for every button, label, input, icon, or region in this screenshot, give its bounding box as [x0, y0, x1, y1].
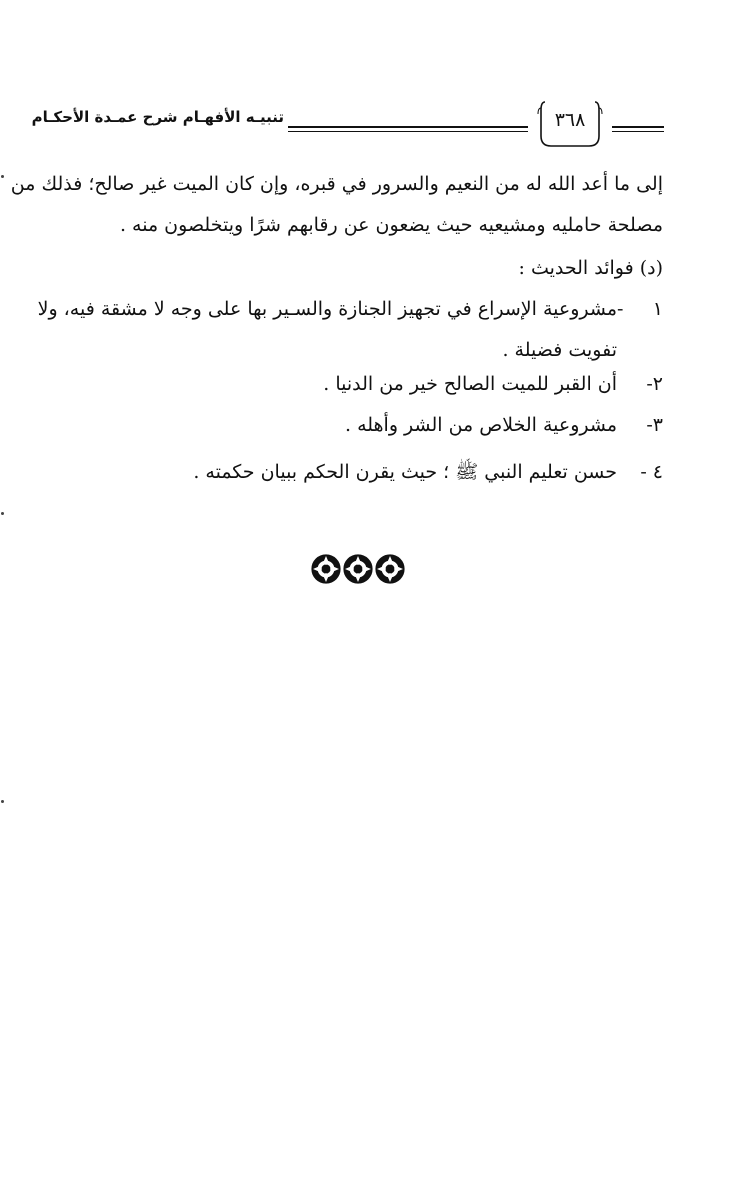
scan-mark	[1, 800, 4, 803]
list-item-text: أن القبر للميت الصالح خير من الدنيا .	[323, 373, 617, 395]
scan-mark	[1, 175, 4, 178]
list-item-number: ١ -	[617, 298, 663, 320]
list-item-number: ٤ -	[640, 461, 663, 483]
section-heading: (د) فوائد الحديث :	[518, 257, 663, 279]
running-title: تنبيـه الأفهـام شرح عمـدة الأحكـام	[31, 108, 284, 126]
list-item-continuation: تفويت فضيلة .	[502, 339, 617, 361]
header-rule	[612, 126, 664, 128]
list-item-text: مشروعية الإسراع في تجهيز الجنازة والسـير بها على وجه لا مشقة فيه، ولا	[37, 298, 617, 320]
header-rule	[288, 126, 528, 128]
list-item	[37, 298, 663, 320]
section-end-flowers-icon	[310, 553, 406, 585]
page-number: ٣٦٨	[554, 109, 586, 131]
list-item-number: ٣-	[646, 414, 663, 436]
paragraph-line: مصلحة حامليه ومشيعيه حيث يضعون عن رقابهم شرًا ويتخلصون منه .	[119, 214, 663, 236]
paragraph-line: إلى ما أعد الله له من النعيم والسرور في قبره، وإن كان الميت غير صالح؛ فذلك من	[10, 173, 663, 195]
scan-mark	[1, 512, 4, 515]
list-item-number: ٢-	[646, 373, 663, 395]
list-item	[193, 460, 663, 488]
page-number-frame	[537, 98, 603, 150]
list-item-text: حسن تعليم النبي ﷺ ؛ حيث يقرن الحكم ببيان حكمته .	[193, 461, 617, 483]
list-item	[323, 373, 663, 395]
list-item	[345, 414, 663, 436]
list-item-text: مشروعية الخلاص من الشر وأهله .	[344, 414, 617, 436]
